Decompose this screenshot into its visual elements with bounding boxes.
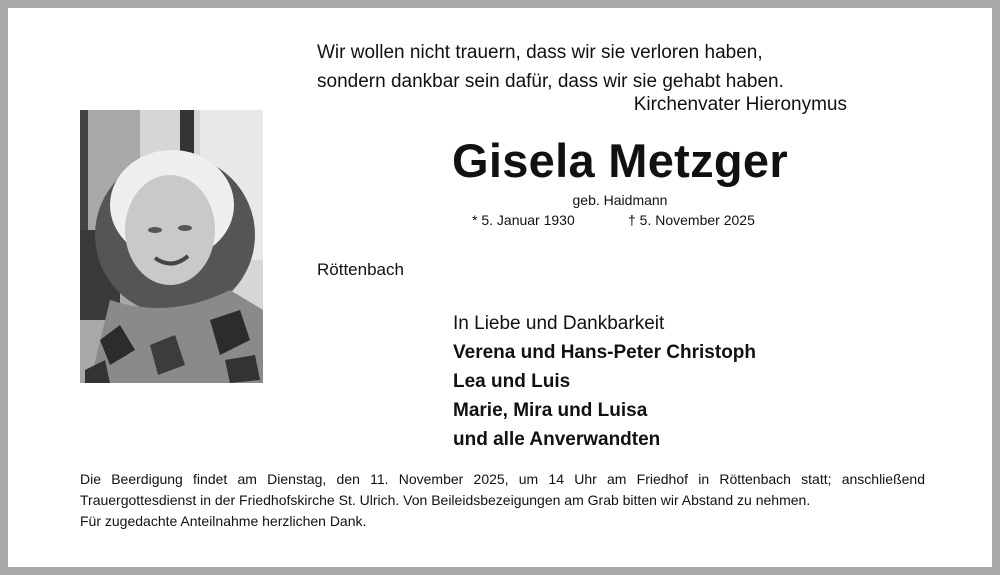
notice-line-3: Für zugedachte Anteilnahme herzlichen Dank. (80, 513, 367, 529)
quote-line-1: Wir wollen nicht trauern, dass wir sie verloren haben, (317, 42, 763, 63)
mourners-block (453, 309, 756, 454)
birth-name: geb. Haidmann (572, 192, 668, 208)
deceased-name: Gisela Metzger (452, 134, 788, 187)
portrait-photo (80, 110, 263, 383)
death-date: † 5. November 2025 (628, 212, 755, 228)
mourner-name: Verena und Hans-Peter Christoph (453, 342, 757, 363)
quote-line-2: sondern dankbar sein dafür, dass wir sie gehabt haben. (317, 71, 784, 92)
notice-line-2: Trauergottesdienst in der Friedhofskirche St. Ulrich. Von Beileidsbezeigungen am Grab bitten wir Abstand zu nehmen. (80, 492, 811, 508)
quote-author: Kirchenvater Hieronymus (633, 94, 847, 115)
quote (317, 38, 784, 96)
notice-line-1: Die Beerdigung findet am Dienstag, den 11. November 2025, um 14 Uhr am Friedhof in Röttenbach statt; anschließend (80, 471, 925, 487)
mourners-intro: In Liebe und Dankbarkeit (453, 313, 665, 334)
funeral-notice (80, 469, 925, 532)
mourner-name: und alle Anverwandten (453, 429, 661, 450)
place: Röttenbach (317, 260, 404, 279)
mourner-name: Marie, Mira und Luisa (453, 400, 648, 421)
birth-date: * 5. Januar 1930 (472, 212, 575, 228)
mourner-name: Lea und Luis (453, 371, 571, 392)
